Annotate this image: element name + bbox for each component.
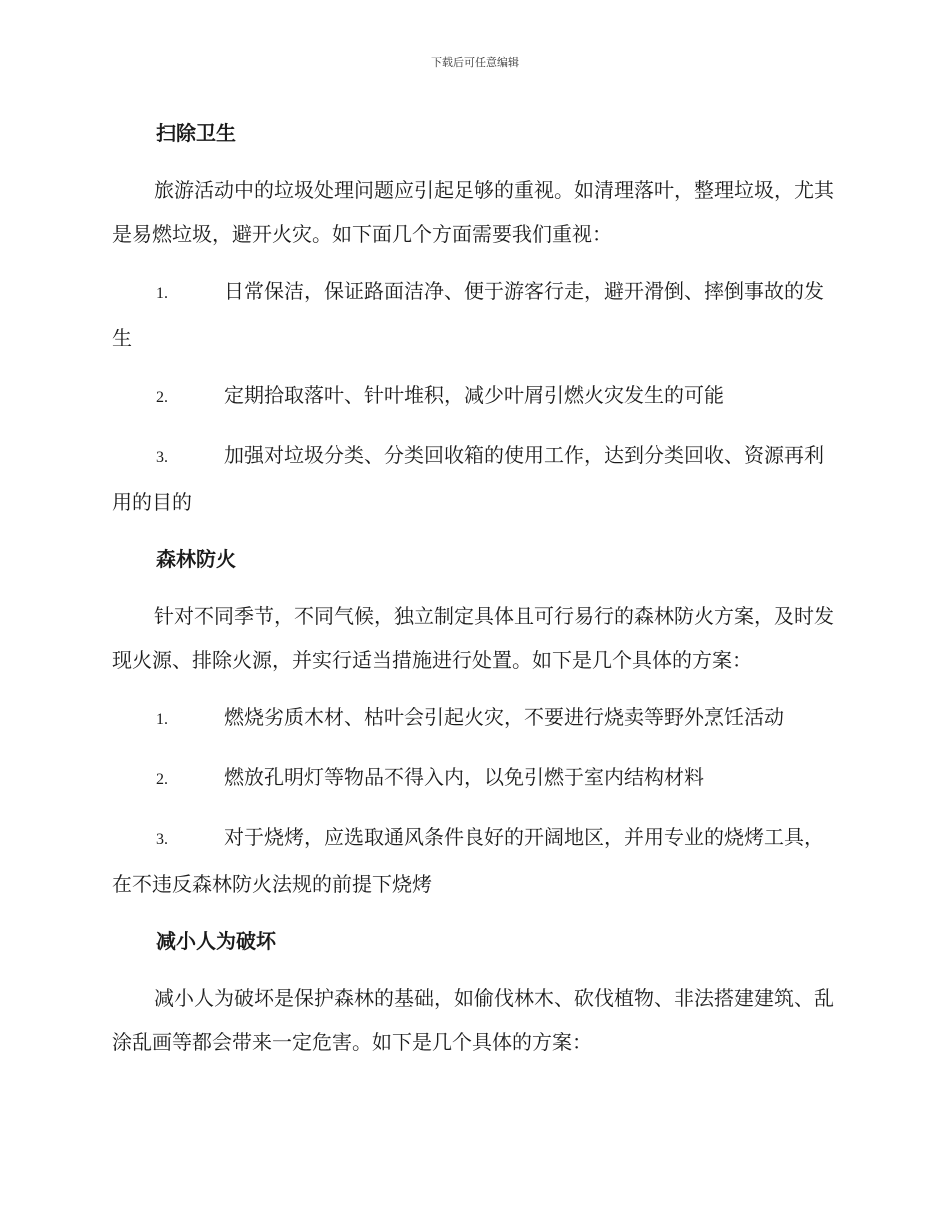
- section-intro: 针对不同季节，不同气候，独立制定具体且可行易行的森林防火方案，及时发现火源、排除火源，并实行适当措施进行处置。如下是几个具体的方案：: [112, 604, 834, 672]
- list-item: [112, 433, 834, 524]
- list-item-text: 日常保洁，保证路面洁净、便于游客行走，避开滑倒、摔倒事故的发生: [112, 279, 824, 350]
- document-body: [112, 111, 834, 1077]
- list-item-text: 定期拾取落叶、针叶堆积，减少叶屑引燃火灾发生的可能: [224, 383, 724, 407]
- list-item-number: 1.: [156, 711, 168, 728]
- list-item: [112, 373, 834, 420]
- section-heading: 扫除卫生: [156, 121, 236, 145]
- section-intro: 旅游活动中的垃圾处理问题应引起足够的重视。如清理落叶，整理垃圾，尤其是易燃垃圾，避开火灾。如下面几个方面需要我们重视：: [112, 178, 834, 246]
- list-item-text: 加强对垃圾分类、分类回收箱的使用工作，达到分类回收、资源再利用的目的: [112, 443, 824, 514]
- list-item-number: 2.: [156, 771, 168, 788]
- list-item-text: 燃放孔明灯等物品不得入内，以免引燃于室内结构材料: [224, 765, 704, 789]
- section-heading: 减小人为破坏: [156, 929, 276, 953]
- list-item-number: 3.: [156, 449, 168, 466]
- list-item-number: 3.: [156, 831, 168, 848]
- list-item-text: 对于烧烤，应选取通风条件良好的开阔地区，并用专业的烧烤工具，在不违反森林防火法规的前提下烧烤: [112, 825, 824, 896]
- page-header: 下载后可任意编辑: [431, 56, 519, 69]
- list-item-number: 2.: [156, 389, 168, 406]
- list-item: [112, 815, 834, 906]
- list-item-text: 燃烧劣质木材、枯叶会引起火灾，不要进行烧卖等野外烹饪活动: [224, 705, 784, 729]
- list-item: [112, 755, 834, 802]
- section-heading: 森林防火: [156, 547, 236, 571]
- list-item: [112, 695, 834, 742]
- list-item-number: 1.: [156, 285, 168, 302]
- section-intro: 减小人为破坏是保护森林的基础，如偷伐林木、砍伐植物、非法搭建建筑、乱涂乱画等都会带来一定危害。如下是几个具体的方案：: [112, 986, 834, 1054]
- list-item: [112, 269, 834, 360]
